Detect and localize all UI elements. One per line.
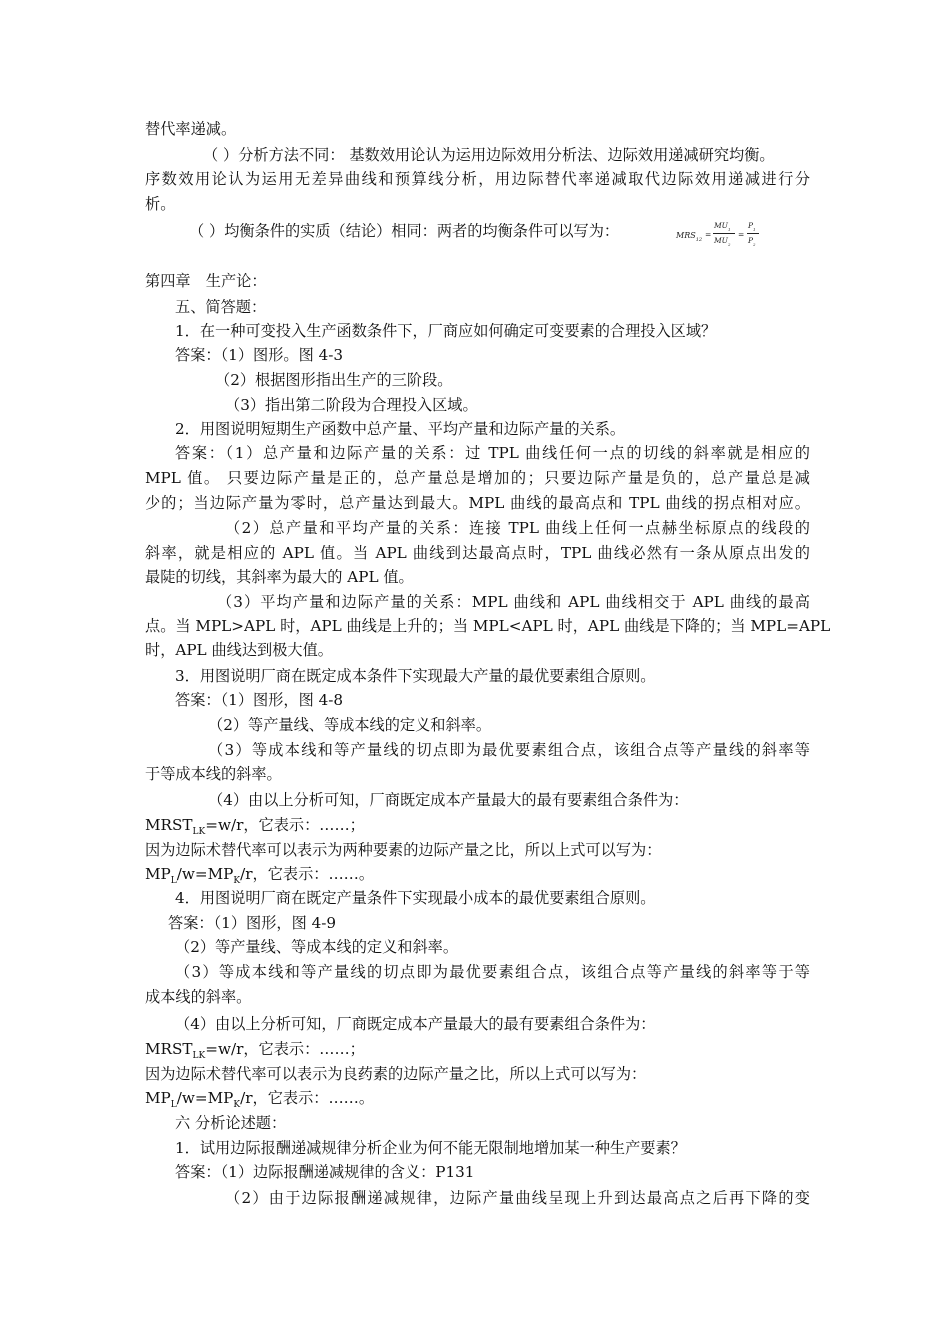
answer: 答案：（1）边际报酬递减规律的含义：P131 [175, 1163, 475, 1181]
text-line: 斜率，就是相应的 APL 值。当 APL 曲线到达最高点时，TPL 曲线必然有一条从原点出发的 [145, 544, 810, 562]
text-line: 少的；当边际产量为零时，总产量达到最大。MPL 曲线的最高点和 TPL 曲线的拐点相对应。 [145, 494, 810, 512]
question: 4．用图说明厂商在既定产量条件下实现最小成本的最优要素组合原则。 [175, 889, 656, 907]
text-line: 成本线的斜率。 [145, 988, 252, 1006]
mrst-formula-line: $MRST_{LK}=w/r$，它表示：……； [145, 1040, 365, 1061]
text-line: 析。 [145, 195, 176, 213]
text-line: 最陡的切线，其斜率为最大的 APL 值。 [145, 568, 414, 586]
formula-den1: $MU_2$ [714, 236, 731, 247]
answer: 答案：（1）图形，图 4-8 [175, 691, 344, 709]
text-line: 因为边际术替代率可以表示为两种要素的边际产量之比，所以上式可以写为： [145, 841, 662, 859]
question: 1．试用边际报酬递减规律分析企业为何不能无限制地增加某一种生产要素？ [175, 1139, 686, 1157]
formula-lhs: $MRS_{12}$ [676, 231, 703, 243]
fraction-bar [713, 233, 735, 234]
question: 1．在一种可变投入生产函数条件下，厂商应如何确定可变要素的合理投入区域？ [175, 322, 717, 340]
formula-den2: $P_2$ [748, 236, 756, 247]
answer: 答案：（1）总产量和边际产量的关系：过 TPL 曲线任何一点的切线的斜率就是相应的 [175, 444, 810, 462]
text-line: （2）总产量和平均产量的关系：连接 TPL 曲线上任何一点赫坐标原点的线段的 [225, 519, 810, 537]
fraction-bar [747, 233, 759, 234]
text-line: （3）平均产量和边际产量的关系：MPL 曲线和 APL 曲线相交于 APL 曲线的最高 [217, 593, 810, 611]
text-line: 时，APL 曲线达到极大值。 [145, 641, 333, 659]
text-line: （4）由以上分析可知，厂商既定成本产量最大的最有要素组合条件为： [208, 791, 689, 809]
mrst-formula-line: $MRST_{LK}=w/r$，它表示：……； [145, 816, 365, 837]
text-line: （2）根据图形指出生产的三阶段。 [215, 371, 453, 389]
text-line: （2）等产量线、等成本线的定义和斜率。 [208, 716, 492, 734]
text-line: （2）等产量线、等成本线的定义和斜率。 [175, 938, 459, 956]
text-line: （3）指出第二阶段为合理投入区域。 [225, 396, 478, 414]
text-line: 因为边际术替代率可以表示为良药素的边际产量之比，所以上式可以写为： [145, 1065, 647, 1083]
text-line: （3）等成本线和等产量线的切点即为最优要素组合点，该组合点等产量线的斜率等于等 [175, 963, 810, 981]
text-line: 于等成本线的斜率。 [145, 765, 282, 783]
answer: 答案：（1）图形。图 4-3 [175, 346, 344, 364]
text-line: （2）由于边际报酬递减规律，边际产量曲线呈现上升到达最高点之后再下降的变 [225, 1189, 810, 1207]
formula-num1: $MU_1$ [714, 221, 731, 232]
equilibrium-formula [676, 222, 776, 254]
text-line: （4）由以上分析可知，厂商既定成本产量最大的最有要素组合条件为： [175, 1015, 656, 1033]
text-line: 点。当 MPL>APL 时，APL 曲线是上升的；当 MPL<APL 时，APL 曲线是下降的；当 MPL=APL [145, 617, 831, 635]
mp-formula-line: $MP_L/w=MP_K/r$，它表示：……。 [145, 865, 375, 886]
formula-eq2: = [738, 230, 745, 239]
mp-formula-line: $MP_L/w=MP_K/r$，它表示：……。 [145, 1089, 375, 1110]
section-heading: 六 分析论述题： [175, 1114, 287, 1132]
question: 2．用图说明短期生产函数中总产量、平均产量和边际产量的关系。 [175, 420, 626, 438]
question: 3．用图说明厂商在既定成本条件下实现最大产量的最优要素组合原则。 [175, 667, 656, 685]
text-line: 序数效用论认为运用无差异曲线和预算线分析，用边际替代率递减取代边际效用递减进行分 [145, 170, 810, 188]
text-line: （ ）分析方法不同： 基数效用论认为运用边际效用分析法、边际效用递减研究均衡。 [203, 146, 775, 164]
text-line: （ ）均衡条件的实质（结论）相同：两者的均衡条件可以写为： [189, 222, 620, 240]
formula-eq1: = [705, 230, 712, 239]
text-line: （3）等成本线和等产量线的切点即为最优要素组合点，该组合点等产量线的斜率等 [208, 741, 810, 759]
answer: 答案：（1）图形，图 4-9 [168, 914, 337, 932]
formula-num2: $P_1$ [748, 221, 756, 232]
section-heading: 五、简答题： [175, 298, 267, 316]
text-line: 替代率递减。 [145, 120, 237, 138]
chapter-heading: 第四章 生产论： [145, 272, 267, 290]
text-line: MPL 值。 只要边际产量是正的，总产量总是增加的；只要边际产量是负的，总产量总是减 [145, 469, 810, 487]
